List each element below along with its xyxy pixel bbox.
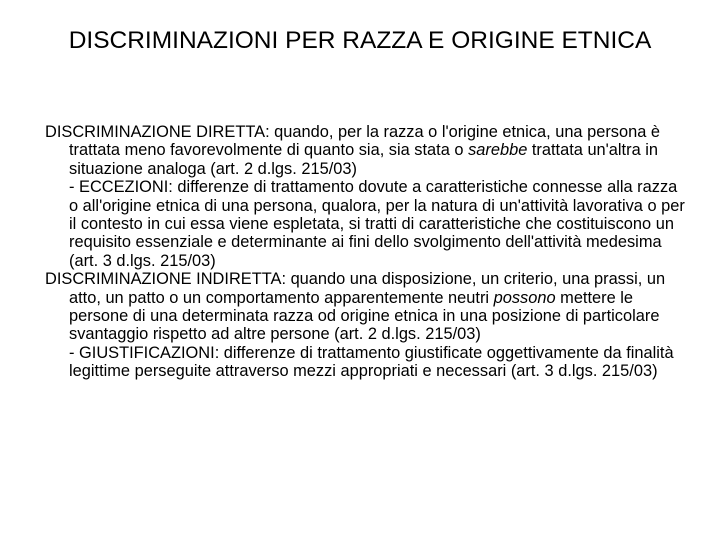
slide-body	[45, 123, 685, 381]
indirect-discrimination-lead: DISCRIMINAZIONE INDIRETTA: quando una disposizione, un criterio, una prassi, un atto, un patto o un comportamento apparentemente neutri	[45, 270, 666, 307]
direct-discrimination-tail: trattata un'altra in situazione analoga (art. 2 d.lgs. 215/03)	[69, 141, 658, 178]
slide-title: DISCRIMINAZIONI PER RAZZA E ORIGINE ETNICA	[68, 27, 652, 54]
justifications-paragraph: - GIUSTIFICAZIONI: differenze di trattamento giustificate oggettivamente da finalità legittime perseguite attraverso mezzi appropriati e necessari (art. 3 d.lgs. 215/03)	[69, 343, 674, 381]
direct-discrimination-lead: DISCRIMINAZIONE DIRETTA: quando, per la razza o l'origine etnica, una persona è trattata meno favorevolmente di quanto sia, sia stata o	[45, 123, 661, 160]
indirect-discrimination-emphasis: possono	[493, 288, 556, 307]
direct-discrimination-paragraph	[45, 123, 685, 178]
direct-discrimination-emphasis: sarebbe	[468, 141, 528, 160]
indirect-discrimination-paragraph	[45, 270, 685, 344]
exceptions-paragraph: - ECCEZIONI: differenze di trattamento dovute a caratteristiche connesse alla razza o all'origine etnica di una persona, qualora, per la natura di un'attività lavorativa o per il contesto in cui essa viene espletata, si tratti di caratteristiche che costituiscono un requisito essenziale e determinante ai fini dello svolgimento dell'attività medesima (art. 3 d.lgs. 215/03)	[69, 178, 685, 270]
indirect-discrimination-tail: mettere le persone di una determinata razza od origine etnica in una posizione di particolare svantaggio rispetto ad altre persone (art. 2 d.lgs. 215/03)	[69, 288, 660, 344]
